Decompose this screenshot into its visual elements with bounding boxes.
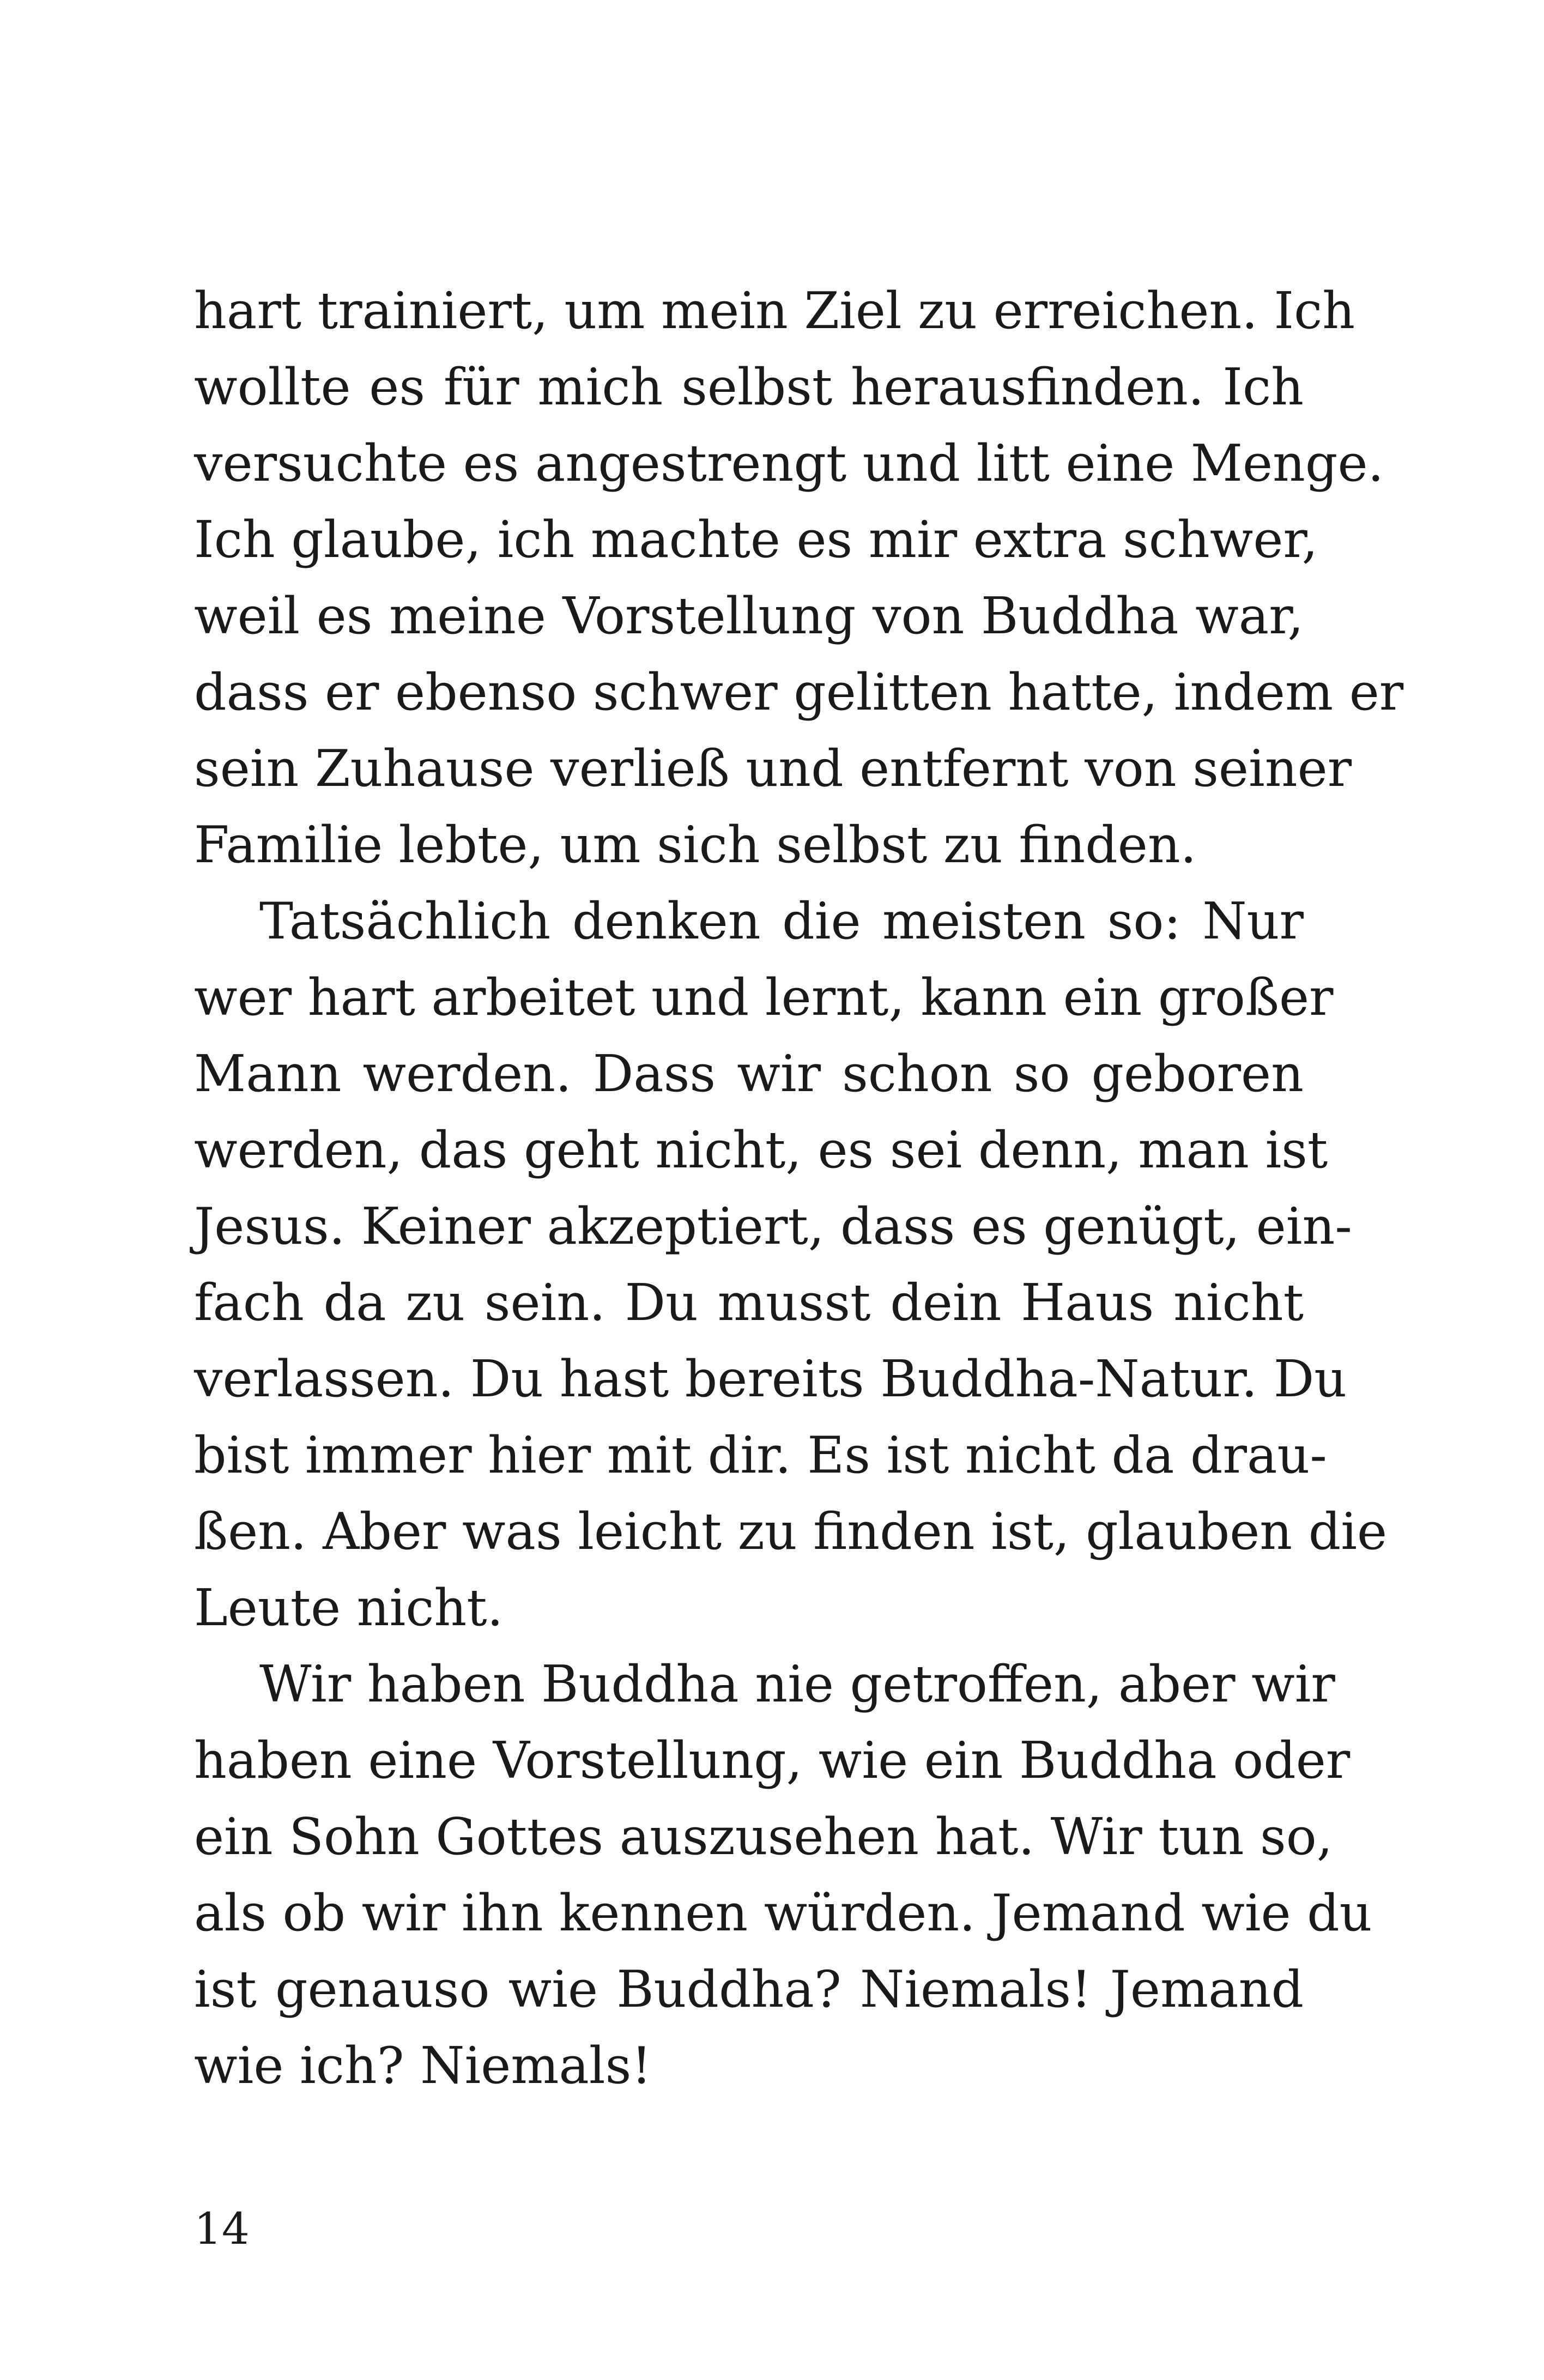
- paragraph-3: [194, 1646, 1372, 2104]
- paragraph-1: [194, 272, 1404, 883]
- page-number: 14: [194, 2203, 250, 2254]
- text-line: Tatsächlich denken die meisten so: Nur: [259, 892, 1304, 950]
- text-line: fach da zu sein. Du musst dein Haus nicht: [194, 1273, 1304, 1332]
- text-line: haben eine Vorstellung, wie ein Buddha oder: [194, 1731, 1351, 1790]
- text-line: bist immer hier mit dir. Es ist nicht da drau-: [194, 1426, 1327, 1485]
- text-line: sein Zuhause verließ und entfernt von seiner: [194, 739, 1352, 798]
- text-line: ist genauso wie Buddha? Niemals! Jemand: [194, 1960, 1304, 2019]
- text-line: hart trainiert, um mein Ziel zu erreichen. Ich: [194, 281, 1355, 340]
- text-line: Wir haben Buddha nie getroffen, aber wir: [259, 1655, 1335, 1713]
- text-line: versuchte es angestrengt und litt eine Menge.: [194, 434, 1384, 493]
- text-line: dass er ebenso schwer gelitten hatte, indem er: [194, 663, 1404, 722]
- text-line: Leute nicht.: [194, 1578, 504, 1637]
- text-line: weil es meine Vorstellung von Buddha war,: [194, 586, 1304, 645]
- paragraph-2: [194, 883, 1388, 1646]
- text-line: Jesus. Keiner akzeptiert, dass es genügt, ein-: [194, 1197, 1352, 1256]
- text-line: ßen. Aber was leicht zu finden ist, glauben die: [194, 1502, 1388, 1561]
- text-line: werden, das geht nicht, es sei denn, man ist: [194, 1121, 1328, 1179]
- body-text: [194, 272, 1404, 2104]
- text-line: ein Sohn Gottes auszusehen hat. Wir tun so,: [194, 1807, 1333, 1866]
- text-line: wer hart arbeitet und lernt, kann ein großer: [194, 968, 1334, 1027]
- text-line: Mann werden. Dass wir schon so geboren: [194, 1044, 1304, 1103]
- text-line: wollte es für mich selbst herausfinden. Ich: [194, 358, 1304, 416]
- text-line: als ob wir ihn kennen würden. Jemand wie du: [194, 1884, 1372, 1942]
- text-line: wie ich? Niemals!: [194, 2036, 652, 2095]
- text-line: Ich glaube, ich machte es mir extra schwer,: [194, 510, 1318, 569]
- text-line: verlassen. Du hast bereits Buddha-Natur. Du: [194, 1349, 1347, 1408]
- text-line: Familie lebte, um sich selbst zu finden.: [194, 815, 1197, 874]
